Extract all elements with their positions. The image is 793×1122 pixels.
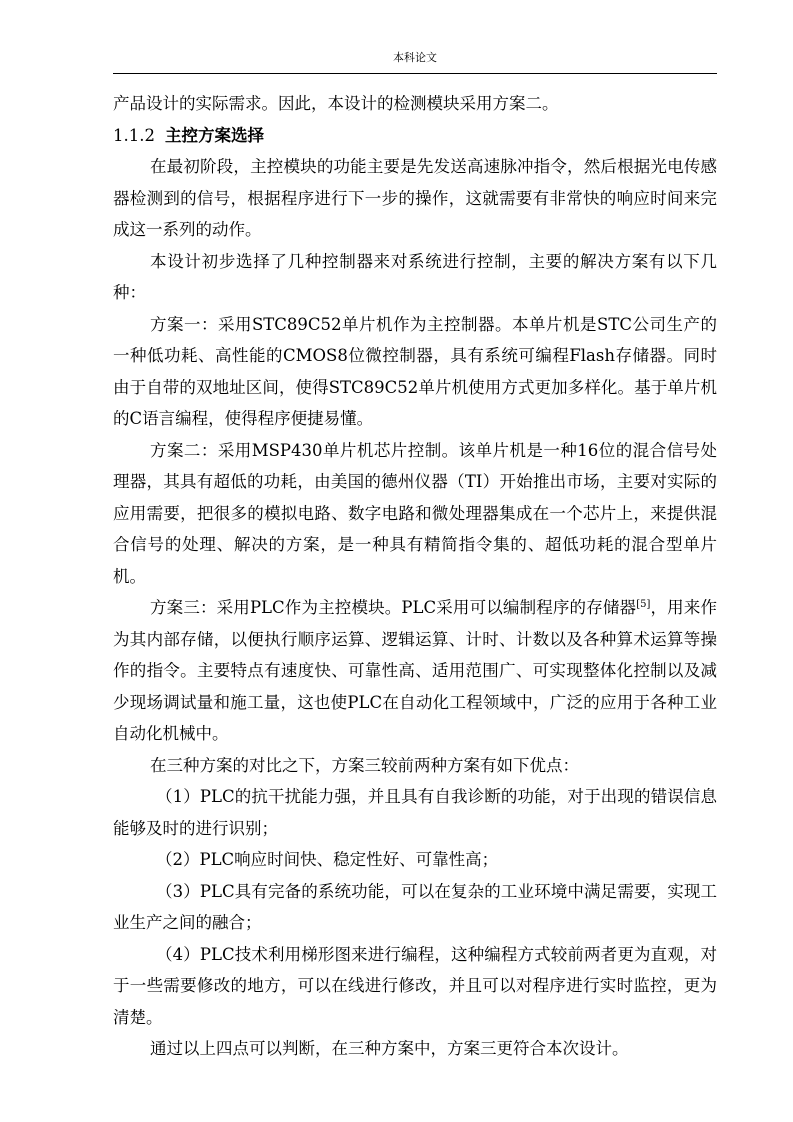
paragraph-solutions-intro: 本设计初步选择了几种控制器来对系统进行控制，主要的解决方案有以下几种： (113, 251, 717, 302)
paragraph-scheme-one: 方案一：采用STC89C52单片机作为主控制器。本单片机是STC公司生产的一种低功耗、高性能的CMOS8位微控制器，具有系统可编程Flash存储器。同时由于自带的双地址区间，使得STC89C52单片机使用方式更加多样化。基于单片机的C语言编程，使得程序便捷易懂。 (113, 314, 717, 428)
section-title: 主控方案选择 (164, 125, 264, 145)
page-body (113, 88, 717, 1065)
header-rule (113, 73, 717, 74)
list-item-advantage-2: （2）PLC响应时间快、稳定性好、可靠性高； (156, 850, 499, 869)
section-number: 1.1.2 (113, 125, 155, 145)
citation-reference: [5] (636, 599, 651, 610)
section-heading (113, 120, 717, 152)
list-item-advantage-1: （1）PLC的抗干扰能力强，并且具有自我诊断的功能，对于出现的错误信息能够及时的进行识别； (113, 787, 717, 838)
list-item-advantage-3: （3）PLC具有完备的系统功能，可以在复杂的工业环境中满足需要，实现工业生产之间的融合； (113, 881, 717, 932)
scheme-three-text-a: 方案三：采用PLC作为主控模块。PLC采用可以编制程序的存储器 (150, 598, 637, 617)
scheme-three-text-b: ，用来作为其内部存储，以便执行顺序运算、逻辑运算、计时、计数以及各种算术运算等操作的指令。主要特点有速度快、可靠性高、适用范围广、可实现整体化控制以及减少现场调试量和施工量，这也使PLC在自动化工程领域中，广泛的应用于各种工业自动化机械中。 (113, 598, 717, 743)
page-header: 本科论文 (393, 51, 437, 64)
paragraph-scheme-two: 方案二：采用MSP430单片机芯片控制。该单片机是一种16位的混合信号处理器，其具有超低的功耗，由美国的德州仪器（TI）开始推出市场，主要对实际的应用需要，把很多的模拟电路、数字电路和微处理器集成在一个芯片上，来提供混合信号的处理、解决的方案，是一种具有精简指令集的、超低功耗的混合型单片机。 (113, 440, 717, 586)
paragraph-initial-stage: 在最初阶段，主控模块的功能主要是先发送高速脉冲指令，然后根据光电传感器检测到的信号，根据程序进行下一步的操作，这就需要有非常快的响应时间来完成这一系列的动作。 (113, 157, 717, 239)
paragraph-comparison: 在三种方案的对比之下，方案三较前两种方案有如下优点： (150, 755, 579, 775)
paragraph-continuation: 产品设计的实际需求。因此，本设计的检测模块采用方案二。 (113, 94, 559, 113)
paragraph-conclusion: 通过以上四点可以判断，在三种方案中，方案三更符合本次设计。 (150, 1039, 629, 1058)
list-item-advantage-4: （4）PLC技术利用梯形图来进行编程，这种编程方式较前两者更为直观，对于一些需要修改的地方，可以在线进行修改，并且可以对程序进行实时监控，更为清楚。 (113, 944, 717, 1027)
paragraph-scheme-three (113, 592, 717, 750)
